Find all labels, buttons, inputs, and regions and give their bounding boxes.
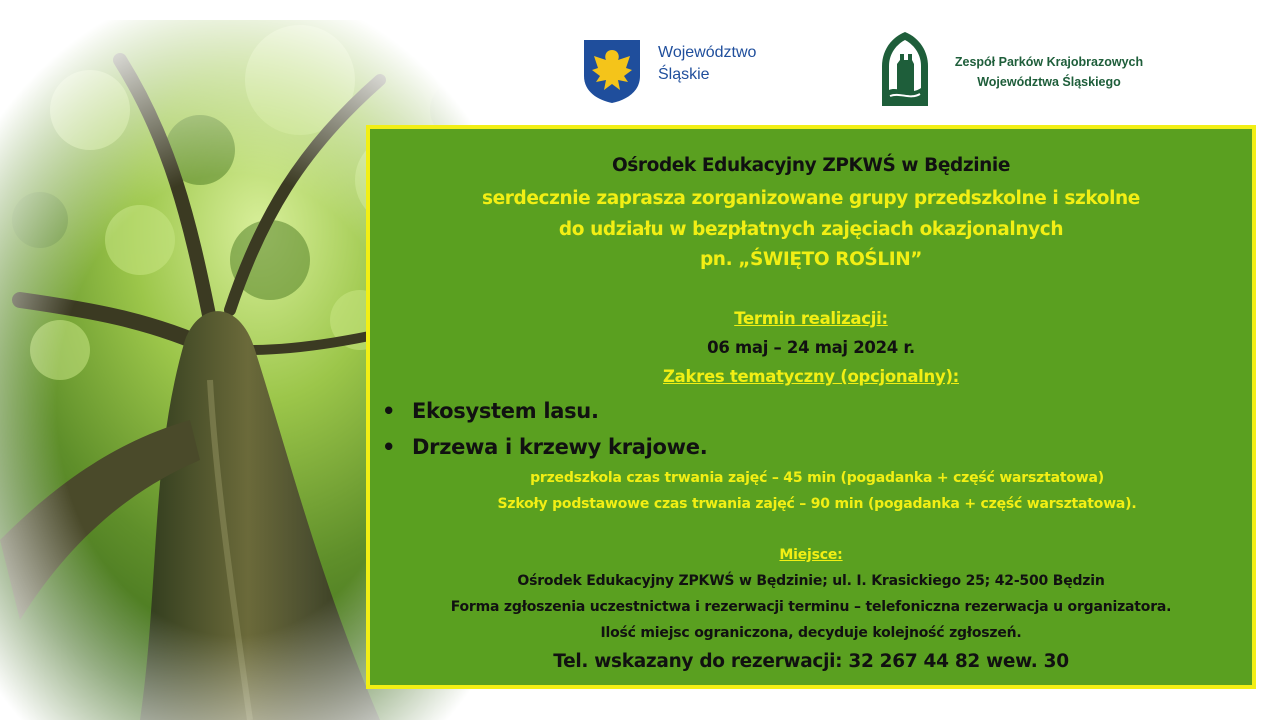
- invite-line-1: serdecznie zaprasza zorganizowane grupy przedszkolne i szkolne: [482, 188, 1140, 209]
- panel-heading: Ośrodek Edukacyjny ZPKWŚ w Będzinie: [611, 155, 1011, 176]
- registration-form: Forma zgłoszenia uczestnictwa i rezerwacji terminu – telefoniczna rezerwacja u organizatora.: [450, 599, 1172, 615]
- topic-item-2: • Drzewa i krzewy krajowe.: [382, 435, 708, 459]
- logo-slaskie-text: Województwo Śląskie: [658, 44, 757, 83]
- topic-item-1: • Ekosystem lasu.: [382, 399, 599, 423]
- duration-preschool: przedszkola czas trwania zajęć – 45 min (pogadanka + część warsztatowa): [530, 470, 1104, 486]
- term-label: Termin realizacji:: [734, 309, 888, 328]
- info-panel: [366, 125, 1256, 689]
- reservation-phone: Tel. wskazany do rezerwacji: 32 267 44 82 wew. 30: [553, 651, 1069, 672]
- eagle-shield-icon: [582, 38, 642, 104]
- term-value: 06 maj – 24 maj 2024 r.: [707, 338, 915, 357]
- place-value: Ośrodek Edukacyjny ZPKWŚ w Będzinie; ul. I. Krasickiego 25; 42-500 Będzin: [517, 573, 1105, 589]
- logo-zpk-text: Zespół Parków Krajobrazowych Województwa Śląskiego: [954, 55, 1144, 89]
- scope-label: Zakres tematyczny (opcjonalny):: [663, 367, 959, 386]
- logo-wojewodztwo-slaskie: [582, 38, 782, 104]
- places-limit: Ilość miejsc ograniczona, decyduje kolejność zgłoszeń.: [600, 625, 1022, 641]
- invite-line-2: do udziału w bezpłatnych zajęciach okazjonalnych: [558, 219, 1064, 240]
- castle-tower-icon: [880, 30, 930, 106]
- duration-school: Szkoły podstawowe czas trwania zajęć – 90 min (pogadanka + część warsztatowa).: [497, 496, 1137, 512]
- logo-zespol-parkow: [880, 30, 1160, 110]
- event-name: pn. „ŚWIĘTO ROŚLIN”: [699, 249, 923, 270]
- place-label: Miejsce:: [779, 547, 843, 563]
